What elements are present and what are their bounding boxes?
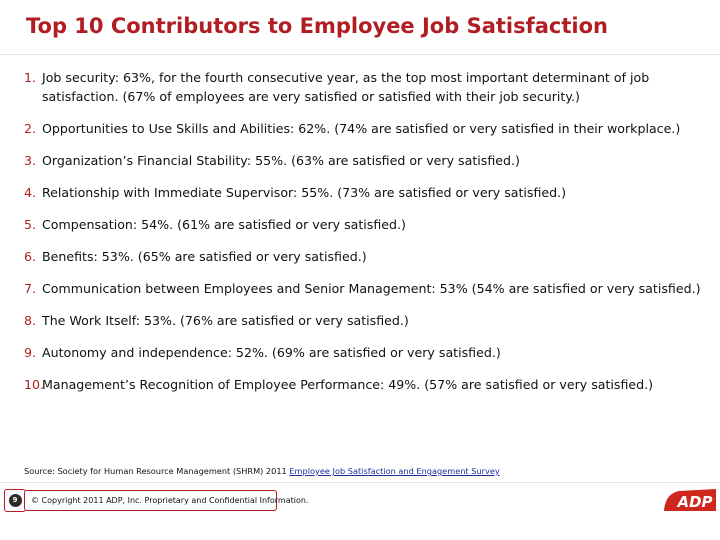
- source-note: [24, 466, 500, 476]
- title-divider: [0, 54, 720, 55]
- item-text: Benefits: 53%. (65% are satisfied or very satisfied.): [42, 249, 367, 264]
- list-item: [24, 68, 708, 106]
- copyright-notice: © Copyright 2011 ADP, Inc. Proprietary and Confidential Information.: [24, 490, 277, 511]
- list-item: [24, 215, 708, 234]
- footer-divider: [0, 482, 720, 483]
- list-item: [24, 119, 708, 138]
- source-link[interactable]: Employee Job Satisfaction and Engagement Survey: [289, 466, 500, 476]
- list-item: [24, 183, 708, 202]
- svg-text:ADP: ADP: [677, 493, 713, 511]
- item-number: 1.: [24, 70, 37, 85]
- item-text: The Work Itself: 53%. (76% are satisfied or very satisfied.): [42, 313, 409, 328]
- item-number: 3.: [24, 153, 37, 168]
- item-number: 5.: [24, 217, 37, 232]
- page-title: Top 10 Contributors to Employee Job Satisfaction: [26, 14, 608, 38]
- item-number: 8.: [24, 313, 37, 328]
- list-item: [24, 279, 708, 298]
- item-text: Job security: 63%, for the fourth consecutive year, as the top most important determinant of job satisfaction. (67% of employees are very satisfied or satisfied with their job security.): [42, 70, 650, 104]
- item-number: 4.: [24, 185, 37, 200]
- item-number: 9.: [24, 345, 37, 360]
- item-text: Relationship with Immediate Supervisor: 55%. (73% are satisfied or very satisfied.): [42, 185, 567, 200]
- item-number: 2.: [24, 121, 37, 136]
- item-text: Compensation: 54%. (61% are satisfied or very satisfied.): [42, 217, 406, 232]
- list-item: [24, 247, 708, 266]
- item-text: Communication between Employees and Senior Management: 53% (54% are satisfied or very satisfied.): [42, 281, 701, 296]
- item-number: 6.: [24, 249, 37, 264]
- item-text: Autonomy and independence: 52%. (69% are satisfied or very satisfied.): [42, 345, 501, 360]
- item-text: Opportunities to Use Skills and Abilities: 62%. (74% are satisfied or very satisfied in their workplace.): [42, 121, 681, 136]
- list-item: [24, 151, 708, 170]
- item-number: 10.: [24, 377, 45, 392]
- adp-logo-icon: [664, 487, 716, 513]
- list-item: [24, 343, 708, 362]
- item-number: 7.: [24, 281, 37, 296]
- page-number-badge: [4, 489, 26, 512]
- list-item: [24, 375, 708, 394]
- list-item: [24, 311, 708, 330]
- item-text: Organization’s Financial Stability: 55%. (63% are satisfied or very satisfied.): [42, 153, 520, 168]
- page-number-circle-icon: 9: [9, 494, 22, 507]
- source-prefix: Source: Society for Human Resource Management (SHRM) 2011: [24, 466, 290, 476]
- contributors-list: [24, 68, 708, 407]
- footer: [0, 482, 720, 540]
- item-text: Management’s Recognition of Employee Performance: 49%. (57% are satisfied or very satisfied.): [42, 377, 654, 392]
